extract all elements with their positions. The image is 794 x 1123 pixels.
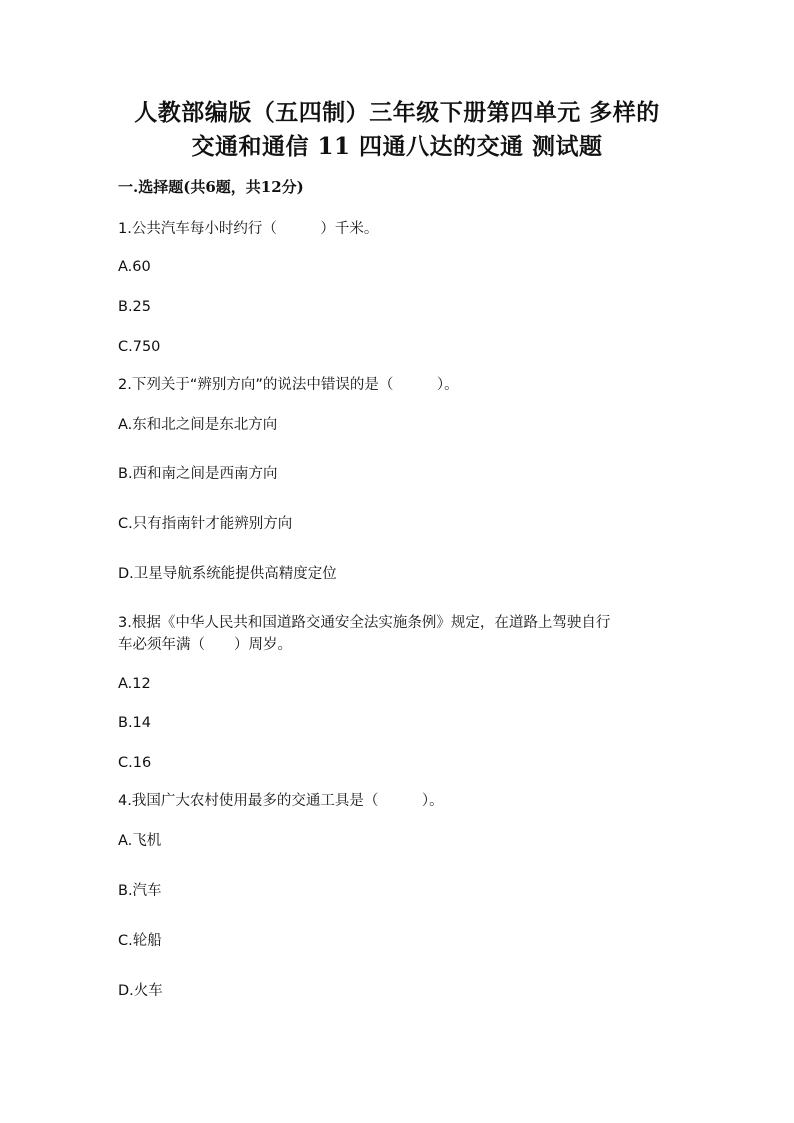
question-3-stem-line-1: 3.根据《中华人民共和国道路交通安全法实施条例》规定，在道路上驾驶自行 xyxy=(118,615,611,631)
question-1-option-b[interactable]: B.25 xyxy=(118,299,152,315)
question-4-option-a[interactable]: A.飞机 xyxy=(118,833,162,849)
question-1-option-c[interactable]: C.750 xyxy=(118,339,161,355)
question-4-option-d[interactable]: D.火车 xyxy=(118,983,163,999)
question-4-stem: 4.我国广大农村使用最多的交通工具是（ ）。 xyxy=(118,793,444,809)
question-1-option-a[interactable]: A.60 xyxy=(118,259,151,275)
question-3-option-a[interactable]: A.12 xyxy=(118,676,151,692)
question-4-option-c[interactable]: C.轮船 xyxy=(118,933,162,949)
question-2-option-d[interactable]: D.卫星导航系统能提供高精度定位 xyxy=(118,566,337,582)
question-4-option-b[interactable]: B.汽车 xyxy=(118,883,162,899)
document-title-line-2: 交通和通信 11 四通八达的交通 测试题 xyxy=(191,133,603,160)
question-3-stem-line-2: 车必须年满（ ）周岁。 xyxy=(118,637,292,653)
section-heading: 一.选择题(共6题，共12分) xyxy=(118,178,304,196)
question-1-stem: 1.公共汽车每小时约行（ ）千米。 xyxy=(118,221,379,237)
question-2-option-c[interactable]: C.只有指南针才能辨别方向 xyxy=(118,516,293,532)
document-title-line-1: 人教部编版（五四制）三年级下册第四单元 多样的 xyxy=(134,99,660,126)
question-3-option-b[interactable]: B.14 xyxy=(118,715,152,731)
question-2-stem: 2.下列关于“辨别方向”的说法中错误的是（ ）。 xyxy=(118,377,459,393)
question-2-option-b[interactable]: B.西和南之间是西南方向 xyxy=(118,466,278,482)
question-3-option-c[interactable]: C.16 xyxy=(118,755,152,771)
question-2-option-a[interactable]: A.东和北之间是东北方向 xyxy=(118,417,278,433)
